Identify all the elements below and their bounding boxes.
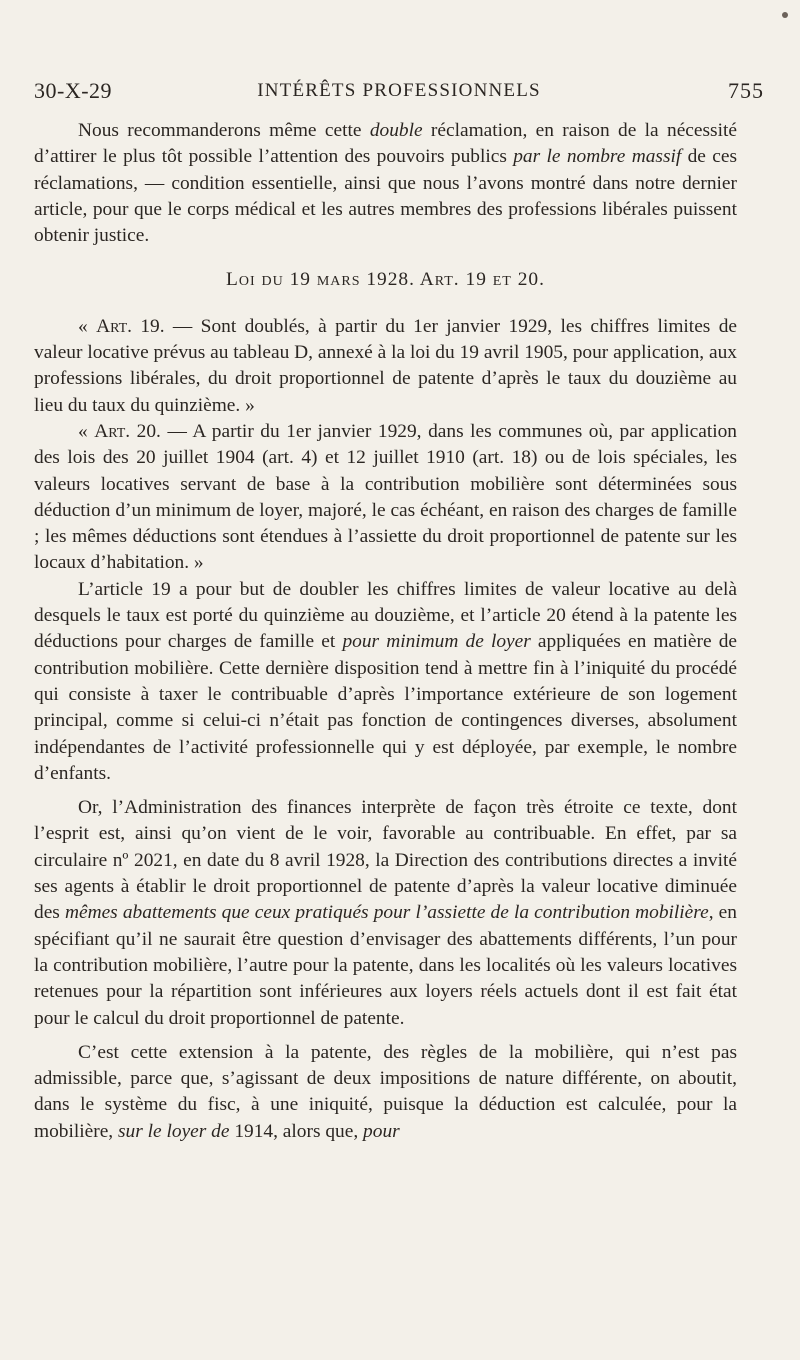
text-run: Or, l’Administration des finances interprète de façon très étroite ce texte, dont l’esprit est, ainsi qu’on vient de le voir, favorable au contribuable. En effet, par sa circulaire nº 2021, en date du 8 avril 1928, la Direction des contributions directes a invité ses agents à établir le droit proportionnel de patente d’après la valeur locative diminuée des [34, 797, 737, 924]
ink-speck [782, 12, 788, 18]
quote-open: « [78, 420, 95, 442]
text-run: de ces réclamations, — condition essentielle, ainsi que nous l’avons montré dans notre dernier article, pour que le corps médical et les autres membres des professions libérales puissent obtenir justice. [34, 146, 737, 247]
text-run: L’article 19 a pour but de doubler les chiffres limites de valeur locative au delà desquels le taux est porté du quinzième au douzième, et l’article 20 étend à la patente les déductions pour charges de famille et [34, 578, 737, 653]
italic-run: sur le loyer de [118, 1120, 230, 1142]
text-run: — A partir du 1er janvier 1929, dans les communes où, par application des lois des 20 juillet 1904 (art. 4) et 12 juillet 1910 (art. 18) ou de lois spéciales, les valeurs locatives servant de base à la contribution mobilière sont déterminées sous déduction d’un minimum de loyer, majoré, le cas échéant, en raison des charges de famille ; les mêmes déductions sont étendues à l’assiette du droit proportionnel de patente sur les locaux d’habitation. » [34, 420, 737, 574]
article-label: Art. 19. [96, 315, 165, 337]
article-label: Art. 20. [94, 420, 161, 442]
paragraph-intro [34, 118, 737, 249]
text-run: , en spécifiant qu’il ne saurait être question d’envisager des abattements différents, l’un pour la contribution mobilière, l’autre pour la patente, dans les localités où les valeurs locatives retenues pour la répartition sont inférieures aux loyers réels actuels dont il est fait état pour le calcul du droit proportionnel de patente. [34, 902, 737, 1029]
running-header [34, 78, 764, 112]
text-run: appliquées en matière de contribution mobilière. Cette dernière disposition tend à mettre fin à l’iniquité du procédé qui consiste à taxer le contribuable d’après l’importance extérieure de son logement principal, comme si celui-ci n’était pas fonction de contingences diverses, absolument indépendantes de l’activité professionnelle qui y est déployée, par exemple, le nombre d’enfants. [34, 631, 737, 784]
law-heading: Loi du 19 mars 1928. Art. 19 et 20. [226, 269, 545, 291]
paragraph-art-19 [34, 314, 737, 419]
header-date: 30-X-29 [34, 78, 113, 103]
italic-run: par le nombre massif [513, 146, 682, 168]
paragraph-conclusion [34, 1040, 737, 1145]
header-title: INTÉRÊTS PROFESSIONNELS [257, 80, 541, 101]
paragraph-administration [34, 795, 737, 1032]
italic-run: mêmes abattements que ceux pratiqués pour l’assiette de la contribution mobilière [64, 902, 709, 924]
page-number: 755 [728, 78, 764, 103]
quote-open: « [78, 315, 97, 337]
text-run: Nous recommanderons même cette [78, 120, 370, 141]
text-run: 1914, alors que, [229, 1120, 364, 1142]
text-run: réclamation, en raison de la nécessité d’attirer le plus tôt possible l’attention des pouvoirs publics [34, 120, 737, 168]
text-run: C’est cette extension à la patente, des règles de la mobilière, qui n’est pas admissible, parce que, s’agissant de deux impositions de nature différente, on aboutit, dans le système du fisc, à une iniquité, puisque la déduction est calculée, pour la mobilière, [34, 1041, 737, 1142]
italic-run: pour [363, 1120, 400, 1142]
paragraph-art-20 [34, 419, 737, 577]
paragraph-commentary [34, 577, 737, 787]
text-run: — Sont doublés, à partir du 1er janvier 1929, les chiffres limites de valeur locative prévus au tableau D, annexé à la loi du 19 avril 1905, pour application, aux professions libérales, du droit proportionnel de patente d’après le taux du douzième au lieu du taux du quinzième. » [34, 315, 737, 416]
italic-run: pour minimum de loyer [342, 631, 531, 653]
article-body [34, 118, 737, 1145]
italic-run: double [369, 120, 423, 141]
